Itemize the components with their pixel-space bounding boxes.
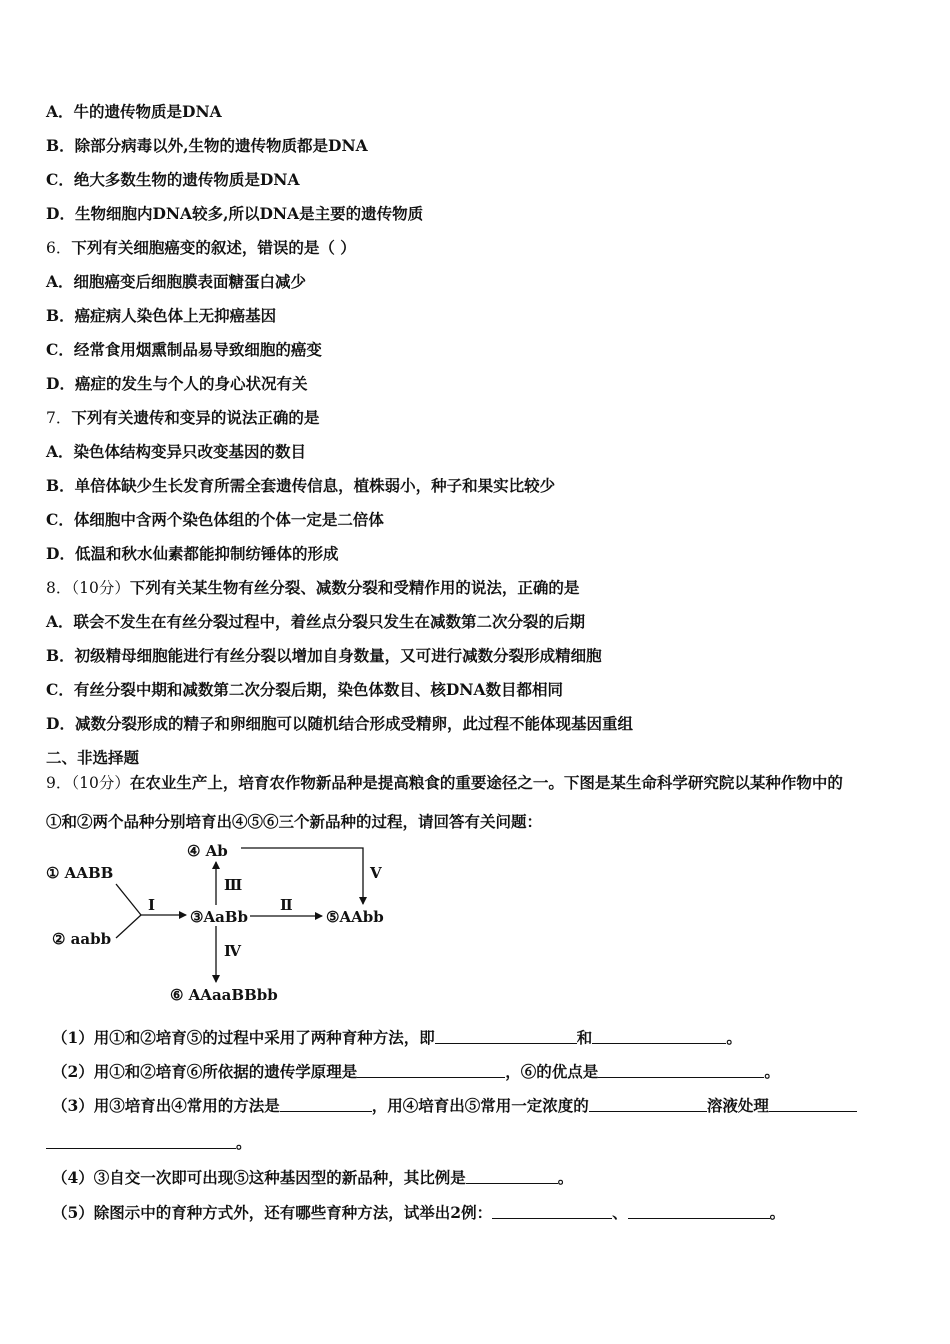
q9-stem-text-1: 在农业生产上，培育农作物新品种是提高粮食的重要途径之一。下图是某生命科学研究院以某种作物中的 — [129, 773, 843, 792]
answer-blank-3d[interactable] — [46, 1133, 236, 1149]
node-1-aabb: ① AABB — [46, 864, 114, 882]
q6-stem-text: 下列有关细胞癌变的叙述，错误的是（ ） — [71, 238, 356, 257]
q9-part-1-text-c: 。 — [726, 1028, 742, 1047]
node-3-aabb: ③AaBb — [190, 908, 248, 926]
q8-stem-text: 下列有关某生物有丝分裂、减数分裂和受精作用的说法，正确的是 — [129, 578, 580, 597]
q7-option-b: B．单倍体缺少生长发育所需全套遗传信息，植株弱小，种子和果实比较少 — [46, 476, 556, 495]
step-label-4: Ⅳ — [224, 942, 242, 960]
q8-option-c: C．有丝分裂中期和减数第二次分裂后期，染色体数目、核DNA数目都相同 — [46, 680, 563, 699]
answer-blank-3b[interactable] — [589, 1096, 707, 1112]
q5-option-c: C．绝大多数生物的遗传物质是DNA — [46, 170, 300, 189]
node-6-aaaabbbb: ⑥ AAaaBBbb — [170, 986, 278, 1004]
answer-blank-5b[interactable] — [628, 1203, 770, 1219]
section-title: 二、非选择题 — [46, 748, 140, 767]
answer-blank-3c[interactable] — [769, 1096, 857, 1112]
arrow-1-upper — [116, 884, 141, 915]
answer-blank-1a[interactable] — [435, 1028, 577, 1044]
q9-part-4 — [52, 1168, 573, 1188]
q9-part-2-text-b: ，⑥的优点是 — [505, 1062, 599, 1081]
q9-stem-line1 — [46, 773, 843, 793]
q9-part-3-text-c: 溶液处理 — [706, 1096, 769, 1115]
q9-part-2 — [52, 1062, 780, 1082]
step-label-5: V — [370, 864, 382, 882]
q9-part-5 — [52, 1203, 785, 1223]
q7-option-c: C．体细胞中含两个染色体组的个体一定是二倍体 — [46, 510, 384, 529]
q9-part-4-text-a: （4）③自交一次即可出现⑤这种基因型的新品种，其比例是 — [52, 1168, 466, 1187]
q9-part-3-text-a: （3）用③培育出④常用的方法是 — [52, 1096, 280, 1115]
q9-part-3-text-b: ，用④培育出⑤常用一定浓度的 — [371, 1096, 589, 1115]
q9-number: 9．（10分） — [46, 774, 130, 792]
q8-stem — [46, 578, 579, 598]
q8-option-a: A．联会不发生在有丝分裂过程中，着丝点分裂只发生在减数第二次分裂的后期 — [46, 612, 586, 631]
q7-stem-text: 下列有关遗传和变异的说法正确的是 — [71, 408, 320, 427]
answer-blank-1b[interactable] — [592, 1028, 726, 1044]
step-label-3: Ⅲ — [224, 876, 243, 894]
q9-part-1-text-b: 和 — [576, 1028, 593, 1047]
q9-stem-line2: ①和②两个品种分别培育出④⑤⑥三个新品种的过程，请回答有关问题： — [46, 812, 543, 831]
q9-part-2-text-c: 。 — [764, 1062, 780, 1081]
answer-blank-2b[interactable] — [598, 1062, 764, 1078]
answer-blank-2a[interactable] — [357, 1062, 505, 1078]
q7-option-d: D．低温和秋水仙素都能抑制纺锤体的形成 — [46, 544, 339, 563]
q6-option-a: A．细胞癌变后细胞膜表面糖蛋白减少 — [46, 272, 307, 291]
step-label-1: I — [148, 896, 156, 914]
q5-option-b: B．除部分病毒以外,生物的遗传物质都是DNA — [46, 136, 368, 155]
q6-option-d: D．癌症的发生与个人的身心状况有关 — [46, 374, 308, 393]
q5-option-a: A．牛的遗传物质是DNA — [46, 102, 222, 121]
answer-blank-4[interactable] — [466, 1168, 558, 1184]
arrow-5 — [241, 848, 363, 904]
q6-stem — [46, 238, 356, 258]
q6-option-c: C．经常食用烟熏制品易导致细胞的癌变 — [46, 340, 322, 359]
q9-part-3-text-d: 。 — [236, 1133, 252, 1152]
breeding-diagram — [44, 838, 434, 1008]
node-2-aabb: ② aabb — [52, 930, 112, 948]
q9-part-4-text-b: 。 — [557, 1168, 574, 1187]
q8-number: 8．（10分） — [46, 579, 130, 597]
q7-number: 7． — [46, 409, 72, 427]
q5-option-d: D．生物细胞内DNA较多,所以DNA是主要的遗传物质 — [46, 204, 424, 223]
q9-part-3 — [52, 1096, 857, 1116]
node-4-ab: ④ Ab — [187, 842, 228, 860]
q9-part-5-text-a: （5）除图示中的育种方式外，还有哪些育种方法，试举出2例： — [52, 1203, 493, 1222]
q9-part-1 — [52, 1028, 742, 1048]
q7-option-a: A．染色体结构变异只改变基因的数目 — [46, 442, 307, 461]
q8-option-d: D．减数分裂形成的精子和卵细胞可以随机结合形成受精卵，此过程不能体现基因重组 — [46, 714, 633, 733]
q9-part-2-text-a: （2）用①和②培育⑥所依据的遗传学原理是 — [52, 1062, 358, 1081]
answer-blank-5a[interactable] — [492, 1203, 612, 1219]
node-5-aabb: ⑤AAbb — [326, 908, 384, 926]
answer-blank-3a[interactable] — [280, 1096, 372, 1112]
q6-option-b: B．癌症病人染色体上无抑癌基因 — [46, 306, 277, 325]
arrow-1-lower — [116, 915, 141, 938]
q7-stem — [46, 408, 319, 428]
q9-part-1-text-a: （1）用①和②培育⑤的过程中采用了两种育种方法，即 — [52, 1028, 435, 1047]
q9-part-3-cont — [46, 1133, 252, 1153]
step-label-2: Ⅱ — [280, 896, 293, 914]
q9-part-5-text-b: 、 — [612, 1203, 628, 1222]
q9-part-5-text-c: 。 — [769, 1203, 786, 1222]
q6-number: 6． — [46, 239, 72, 257]
q8-option-b: B．初级精母细胞能进行有丝分裂以增加自身数量，又可进行减数分裂形成精细胞 — [46, 646, 602, 665]
